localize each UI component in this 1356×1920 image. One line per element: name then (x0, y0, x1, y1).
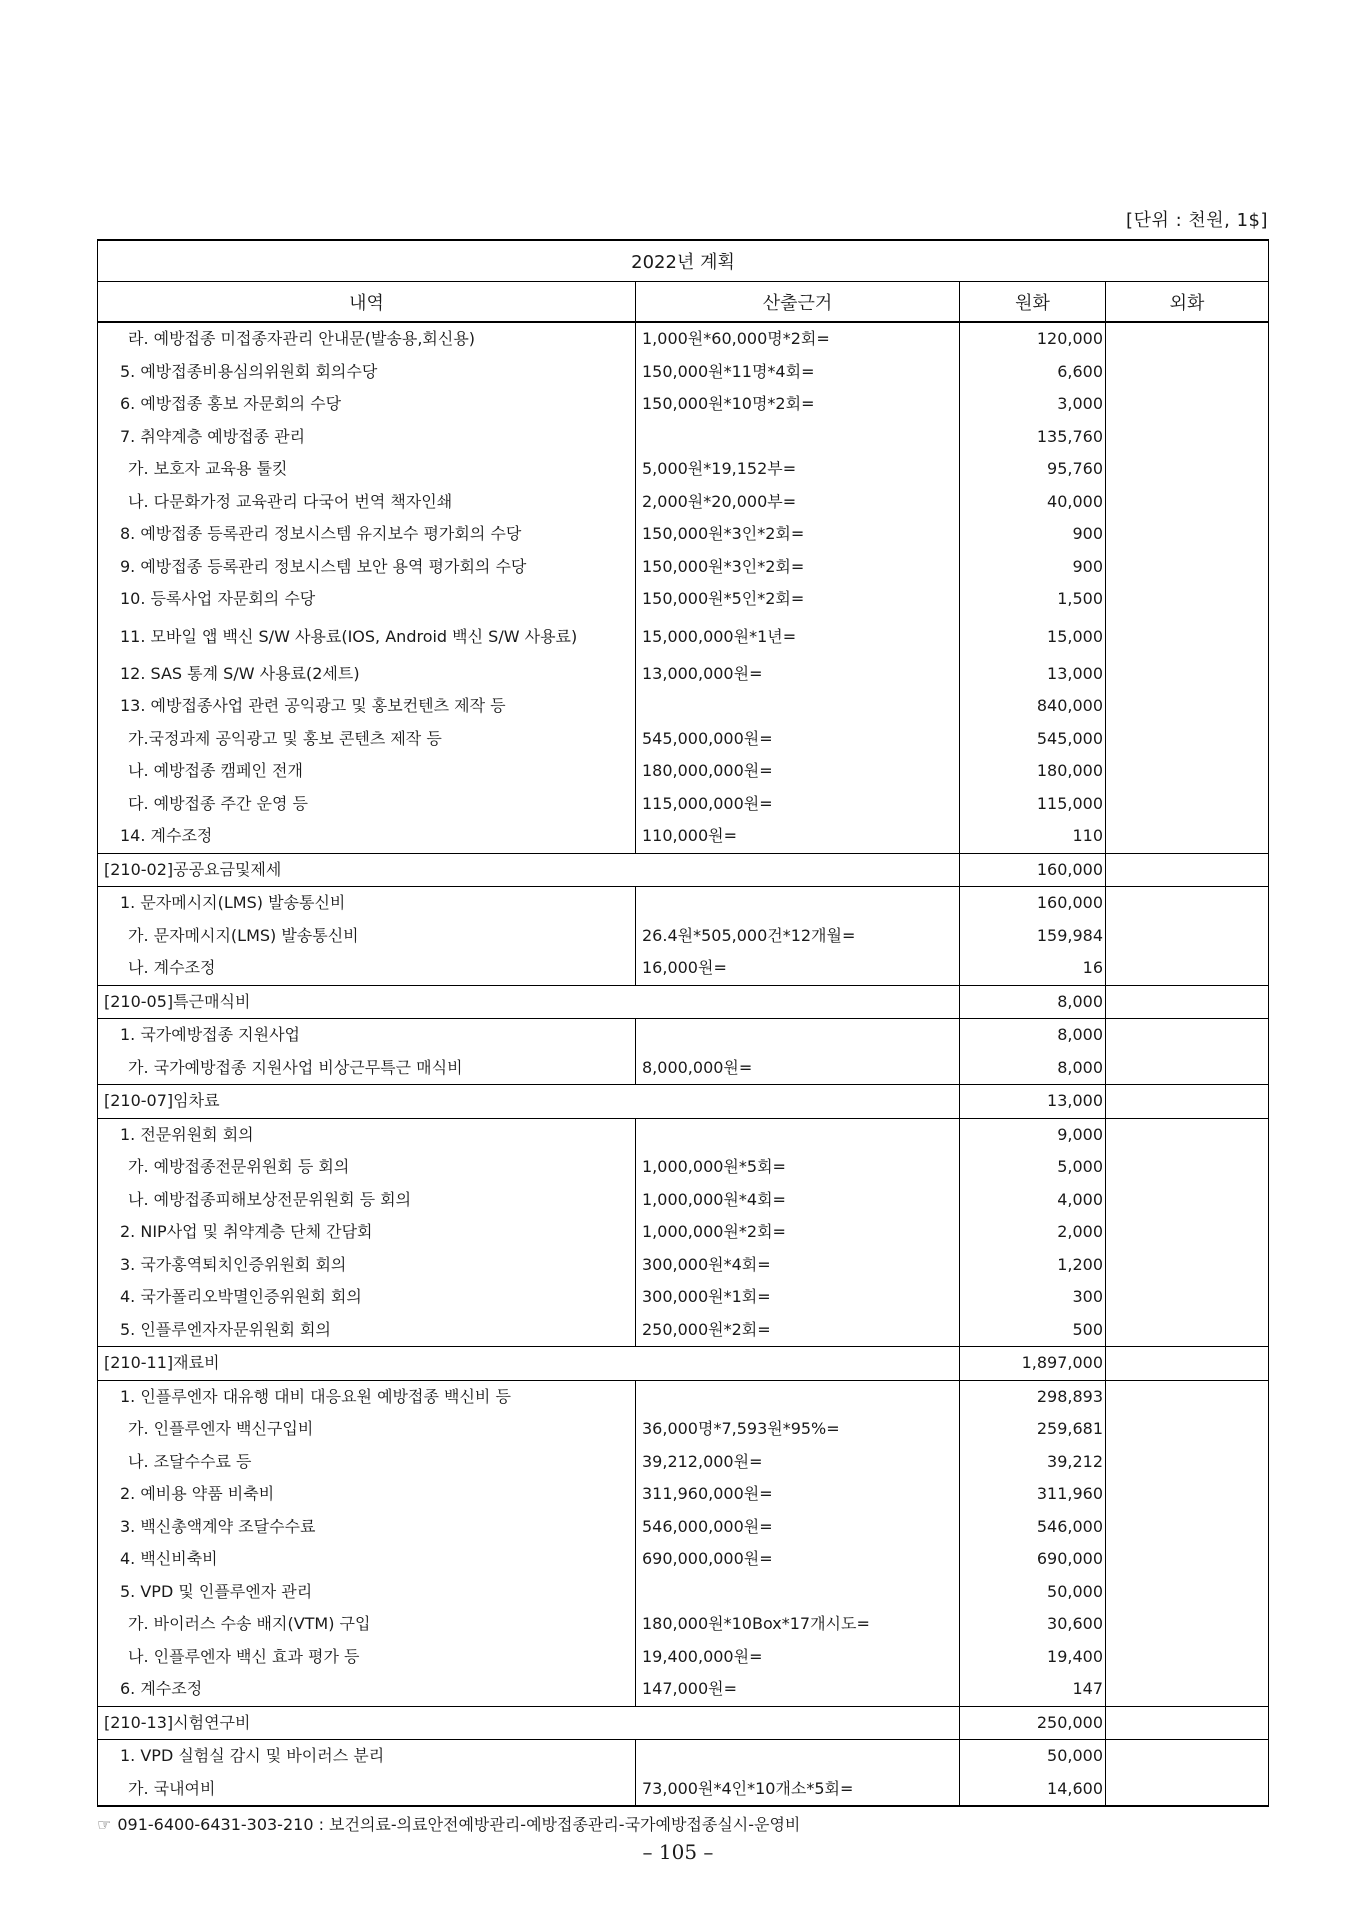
budget-table (97, 239, 1269, 1807)
calc-basis (636, 1740, 960, 1773)
header-krw: 원화 (960, 282, 1106, 323)
table-row (98, 1184, 1269, 1217)
foreign-amount (1106, 1019, 1269, 1052)
calc-basis: 180,000,000원= (636, 755, 960, 788)
item-label: 2. NIP사업 및 취약계층 단체 간담회 (98, 1216, 636, 1249)
calc-basis: 1,000,000원*5회= (636, 1151, 960, 1184)
krw-amount: 135,760 (960, 421, 1106, 454)
table-row (98, 583, 1269, 616)
krw-amount: 15,000 (960, 616, 1106, 658)
calc-basis: 39,212,000원= (636, 1446, 960, 1479)
krw-amount: 50,000 (960, 1740, 1106, 1773)
group-row (98, 853, 1269, 887)
foreign-amount (1106, 1314, 1269, 1347)
table-row (98, 1511, 1269, 1544)
table-row (98, 322, 1269, 356)
krw-amount: 9,000 (960, 1118, 1106, 1151)
item-label: 가. 예방접종전문위원회 등 회의 (98, 1151, 636, 1184)
table-row (98, 920, 1269, 953)
foreign-amount (1106, 1706, 1269, 1740)
calc-basis (636, 421, 960, 454)
calc-basis (636, 887, 960, 920)
calc-basis (636, 1380, 960, 1413)
krw-amount: 8,000 (960, 1052, 1106, 1085)
table-row (98, 551, 1269, 584)
foreign-amount (1106, 421, 1269, 454)
krw-amount: 115,000 (960, 788, 1106, 821)
calc-basis: 19,400,000원= (636, 1641, 960, 1674)
krw-amount: 13,000 (960, 658, 1106, 691)
foreign-amount (1106, 1347, 1269, 1381)
calc-basis: 1,000,000원*4회= (636, 1184, 960, 1217)
unit-label: [단위 : 천원, 1$] (1126, 210, 1268, 231)
table-row (98, 1608, 1269, 1641)
table-row (98, 388, 1269, 421)
krw-amount: 30,600 (960, 1608, 1106, 1641)
item-label: 6. 계수조정 (98, 1673, 636, 1706)
krw-amount: 690,000 (960, 1543, 1106, 1576)
table-row (98, 788, 1269, 821)
krw-amount: 160,000 (960, 853, 1106, 887)
item-label: 라. 예방접종 미접종자관리 안내문(발송용,회신용) (98, 322, 636, 356)
table-row (98, 1673, 1269, 1706)
foreign-amount (1106, 1543, 1269, 1576)
item-label: 14. 계수조정 (98, 820, 636, 853)
krw-amount: 250,000 (960, 1706, 1106, 1740)
foreign-amount (1106, 723, 1269, 756)
item-label: 1. 전문위원회 회의 (98, 1118, 636, 1151)
krw-amount: 4,000 (960, 1184, 1106, 1217)
header-basis: 산출근거 (636, 282, 960, 323)
krw-amount: 40,000 (960, 486, 1106, 519)
table-row (98, 486, 1269, 519)
item-label: 나. 예방접종피해보상전문위원회 등 회의 (98, 1184, 636, 1217)
calc-basis: 2,000원*20,000부= (636, 486, 960, 519)
calc-basis: 300,000원*4회= (636, 1249, 960, 1282)
item-label: 가. 바이러스 수송 배지(VTM) 구입 (98, 1608, 636, 1641)
krw-amount: 160,000 (960, 887, 1106, 920)
krw-amount: 900 (960, 551, 1106, 584)
calc-basis (636, 690, 960, 723)
group-label: [210-05]특근매식비 (98, 985, 960, 1019)
foreign-amount (1106, 920, 1269, 953)
item-label: 가. 국내여비 (98, 1773, 636, 1807)
table-row (98, 1413, 1269, 1446)
item-label: 12. SAS 통계 S/W 사용료(2세트) (98, 658, 636, 691)
krw-amount: 16 (960, 952, 1106, 985)
table-row (98, 1478, 1269, 1511)
krw-amount: 1,897,000 (960, 1347, 1106, 1381)
table-row (98, 887, 1269, 920)
calc-basis (636, 1019, 960, 1052)
krw-amount: 5,000 (960, 1151, 1106, 1184)
krw-amount: 298,893 (960, 1380, 1106, 1413)
table-row (98, 1281, 1269, 1314)
table-row (98, 952, 1269, 985)
calc-basis: 13,000,000원= (636, 658, 960, 691)
foreign-amount (1106, 1249, 1269, 1282)
calc-basis: 545,000,000원= (636, 723, 960, 756)
item-label: 13. 예방접종사업 관련 공익광고 및 홍보컨텐츠 제작 등 (98, 690, 636, 723)
foreign-amount (1106, 1641, 1269, 1674)
krw-amount: 6,600 (960, 356, 1106, 389)
table-row (98, 1249, 1269, 1282)
calc-basis (636, 1118, 960, 1151)
foreign-amount (1106, 616, 1269, 658)
calc-basis: 26.4원*505,000건*12개월= (636, 920, 960, 953)
foreign-amount (1106, 820, 1269, 853)
foreign-amount (1106, 1413, 1269, 1446)
krw-amount: 3,000 (960, 388, 1106, 421)
foreign-amount (1106, 985, 1269, 1019)
krw-amount: 147 (960, 1673, 1106, 1706)
group-label: [210-02]공공요금및제세 (98, 853, 960, 887)
item-label: 가. 인플루엔자 백신구입비 (98, 1413, 636, 1446)
calc-basis: 150,000원*10명*2회= (636, 388, 960, 421)
krw-amount: 180,000 (960, 755, 1106, 788)
table-row (98, 1773, 1269, 1807)
item-label: 7. 취약계층 예방접종 관리 (98, 421, 636, 454)
calc-basis: 300,000원*1회= (636, 1281, 960, 1314)
foreign-amount (1106, 1085, 1269, 1119)
budget-code-footnote (97, 1812, 800, 1835)
group-row (98, 1085, 1269, 1119)
foreign-amount (1106, 788, 1269, 821)
foreign-amount (1106, 1740, 1269, 1773)
table-row (98, 658, 1269, 691)
item-label: 1. 국가예방접종 지원사업 (98, 1019, 636, 1052)
group-label: [210-13]시험연구비 (98, 1706, 960, 1740)
item-label: 3. 백신총액계약 조달수수료 (98, 1511, 636, 1544)
foreign-amount (1106, 690, 1269, 723)
pointing-hand-icon: ☞ (97, 1815, 112, 1834)
krw-amount: 1,500 (960, 583, 1106, 616)
item-label: 5. VPD 및 인플루엔자 관리 (98, 1576, 636, 1609)
foreign-amount (1106, 887, 1269, 920)
table-row (98, 1446, 1269, 1479)
foreign-amount (1106, 1184, 1269, 1217)
krw-amount: 311,960 (960, 1478, 1106, 1511)
foreign-amount (1106, 1216, 1269, 1249)
foreign-amount (1106, 853, 1269, 887)
item-label: 8. 예방접종 등록관리 정보시스템 유지보수 평가회의 수당 (98, 518, 636, 551)
krw-amount: 1,200 (960, 1249, 1106, 1282)
item-label: 11. 모바일 앱 백신 S/W 사용료(IOS, Android 백신 S/W 사용료) (98, 616, 636, 658)
foreign-amount (1106, 583, 1269, 616)
table-header (98, 240, 1269, 322)
calc-basis: 180,000원*10Box*17개시도= (636, 1608, 960, 1641)
foreign-amount (1106, 486, 1269, 519)
foreign-amount (1106, 1281, 1269, 1314)
table-row (98, 1380, 1269, 1413)
krw-amount: 95,760 (960, 453, 1106, 486)
item-label: 6. 예방접종 홍보 자문회의 수당 (98, 388, 636, 421)
calc-basis: 311,960,000원= (636, 1478, 960, 1511)
table-row (98, 723, 1269, 756)
group-row (98, 1706, 1269, 1740)
krw-amount: 19,400 (960, 1641, 1106, 1674)
foreign-amount (1106, 388, 1269, 421)
header-foreign: 외화 (1106, 282, 1269, 323)
krw-amount: 546,000 (960, 1511, 1106, 1544)
foreign-amount (1106, 551, 1269, 584)
table-row (98, 820, 1269, 853)
table-row (98, 1216, 1269, 1249)
group-label: [210-11]재료비 (98, 1347, 960, 1381)
krw-amount: 110 (960, 820, 1106, 853)
table-row (98, 356, 1269, 389)
table-row (98, 1641, 1269, 1674)
item-label: 다. 예방접종 주간 운영 등 (98, 788, 636, 821)
item-label: 나. 예방접종 캠페인 전개 (98, 755, 636, 788)
item-label: 가. 보호자 교육용 툴킷 (98, 453, 636, 486)
item-label: 4. 백신비축비 (98, 1543, 636, 1576)
item-label: 4. 국가폴리오박멸인증위원회 회의 (98, 1281, 636, 1314)
item-label: 나. 다문화가정 교육관리 다국어 번역 책자인쇄 (98, 486, 636, 519)
calc-basis: 15,000,000원*1년= (636, 616, 960, 658)
foreign-amount (1106, 952, 1269, 985)
krw-amount: 840,000 (960, 690, 1106, 723)
table-row (98, 755, 1269, 788)
table-row (98, 453, 1269, 486)
krw-amount: 545,000 (960, 723, 1106, 756)
table-row (98, 1052, 1269, 1085)
calc-basis: 150,000원*5인*2회= (636, 583, 960, 616)
group-label: [210-07]임차료 (98, 1085, 960, 1119)
krw-amount: 13,000 (960, 1085, 1106, 1119)
group-row (98, 985, 1269, 1019)
foreign-amount (1106, 518, 1269, 551)
foreign-amount (1106, 453, 1269, 486)
item-label: 가.국정과제 공익광고 및 홍보 콘텐츠 제작 등 (98, 723, 636, 756)
item-label: 가. 국가예방접종 지원사업 비상근무특근 매식비 (98, 1052, 636, 1085)
foreign-amount (1106, 1478, 1269, 1511)
foreign-amount (1106, 755, 1269, 788)
table-row (98, 690, 1269, 723)
calc-basis: 16,000원= (636, 952, 960, 985)
foreign-amount (1106, 322, 1269, 356)
calc-basis: 115,000,000원= (636, 788, 960, 821)
foreign-amount (1106, 1446, 1269, 1479)
calc-basis: 150,000원*3인*2회= (636, 518, 960, 551)
calc-basis: 5,000원*19,152부= (636, 453, 960, 486)
table-row (98, 616, 1269, 658)
foreign-amount (1106, 658, 1269, 691)
calc-basis: 250,000원*2회= (636, 1314, 960, 1347)
table-row (98, 1118, 1269, 1151)
calc-basis: 36,000명*7,593원*95%= (636, 1413, 960, 1446)
krw-amount: 159,984 (960, 920, 1106, 953)
foreign-amount (1106, 1773, 1269, 1807)
table-row (98, 1576, 1269, 1609)
foreign-amount (1106, 1151, 1269, 1184)
item-label: 나. 계수조정 (98, 952, 636, 985)
calc-basis: 546,000,000원= (636, 1511, 960, 1544)
foreign-amount (1106, 1511, 1269, 1544)
krw-amount: 500 (960, 1314, 1106, 1347)
krw-amount: 300 (960, 1281, 1106, 1314)
calc-basis: 8,000,000원= (636, 1052, 960, 1085)
calc-basis (636, 1576, 960, 1609)
calc-basis: 1,000원*60,000명*2회= (636, 322, 960, 356)
table-row (98, 421, 1269, 454)
item-label: 나. 인플루엔자 백신 효과 평가 등 (98, 1641, 636, 1674)
krw-amount: 14,600 (960, 1773, 1106, 1807)
item-label: 3. 국가홍역퇴치인증위원회 회의 (98, 1249, 636, 1282)
krw-amount: 50,000 (960, 1576, 1106, 1609)
foreign-amount (1106, 1608, 1269, 1641)
header-item: 내역 (98, 282, 636, 323)
item-label: 5. 예방접종비용심의위원회 회의수당 (98, 356, 636, 389)
table-row (98, 1543, 1269, 1576)
table-body (98, 322, 1269, 1806)
table-row (98, 1019, 1269, 1052)
item-label: 10. 등록사업 자문회의 수당 (98, 583, 636, 616)
foreign-amount (1106, 1052, 1269, 1085)
foreign-amount (1106, 1380, 1269, 1413)
item-label: 나. 조달수수료 등 (98, 1446, 636, 1479)
calc-basis: 150,000원*3인*2회= (636, 551, 960, 584)
krw-amount: 8,000 (960, 1019, 1106, 1052)
item-label: 9. 예방접종 등록관리 정보시스템 보안 용역 평가회의 수당 (98, 551, 636, 584)
calc-basis: 690,000,000원= (636, 1543, 960, 1576)
krw-amount: 39,212 (960, 1446, 1106, 1479)
calc-basis: 150,000원*11명*4회= (636, 356, 960, 389)
item-label: 1. 문자메시지(LMS) 발송통신비 (98, 887, 636, 920)
krw-amount: 259,681 (960, 1413, 1106, 1446)
krw-amount: 2,000 (960, 1216, 1106, 1249)
item-label: 1. VPD 실험실 감시 및 바이러스 분리 (98, 1740, 636, 1773)
group-row (98, 1347, 1269, 1381)
calc-basis: 73,000원*4인*10개소*5회= (636, 1773, 960, 1807)
foreign-amount (1106, 1673, 1269, 1706)
footnote-text: 091-6400-6431-303-210 : 보건의료-의료안전예방관리-예방접종관리-국가예방접종실시-운영비 (117, 1815, 801, 1834)
item-label: 5. 인플루엔자자문위원회 회의 (98, 1314, 636, 1347)
table-row (98, 1151, 1269, 1184)
item-label: 1. 인플루엔자 대유행 대비 대응요원 예방접종 백신비 등 (98, 1380, 636, 1413)
foreign-amount (1106, 1118, 1269, 1151)
foreign-amount (1106, 1576, 1269, 1609)
krw-amount: 900 (960, 518, 1106, 551)
foreign-amount (1106, 356, 1269, 389)
table-row (98, 518, 1269, 551)
table-row (98, 1740, 1269, 1773)
page-number: – 105 – (642, 1840, 714, 1864)
item-label: 2. 예비용 약품 비축비 (98, 1478, 636, 1511)
item-label: 가. 문자메시지(LMS) 발송통신비 (98, 920, 636, 953)
krw-amount: 120,000 (960, 322, 1106, 356)
calc-basis: 147,000원= (636, 1673, 960, 1706)
krw-amount: 8,000 (960, 985, 1106, 1019)
calc-basis: 110,000원= (636, 820, 960, 853)
plan-title: 2022년 계획 (98, 240, 1269, 282)
calc-basis: 1,000,000원*2회= (636, 1216, 960, 1249)
table-row (98, 1314, 1269, 1347)
